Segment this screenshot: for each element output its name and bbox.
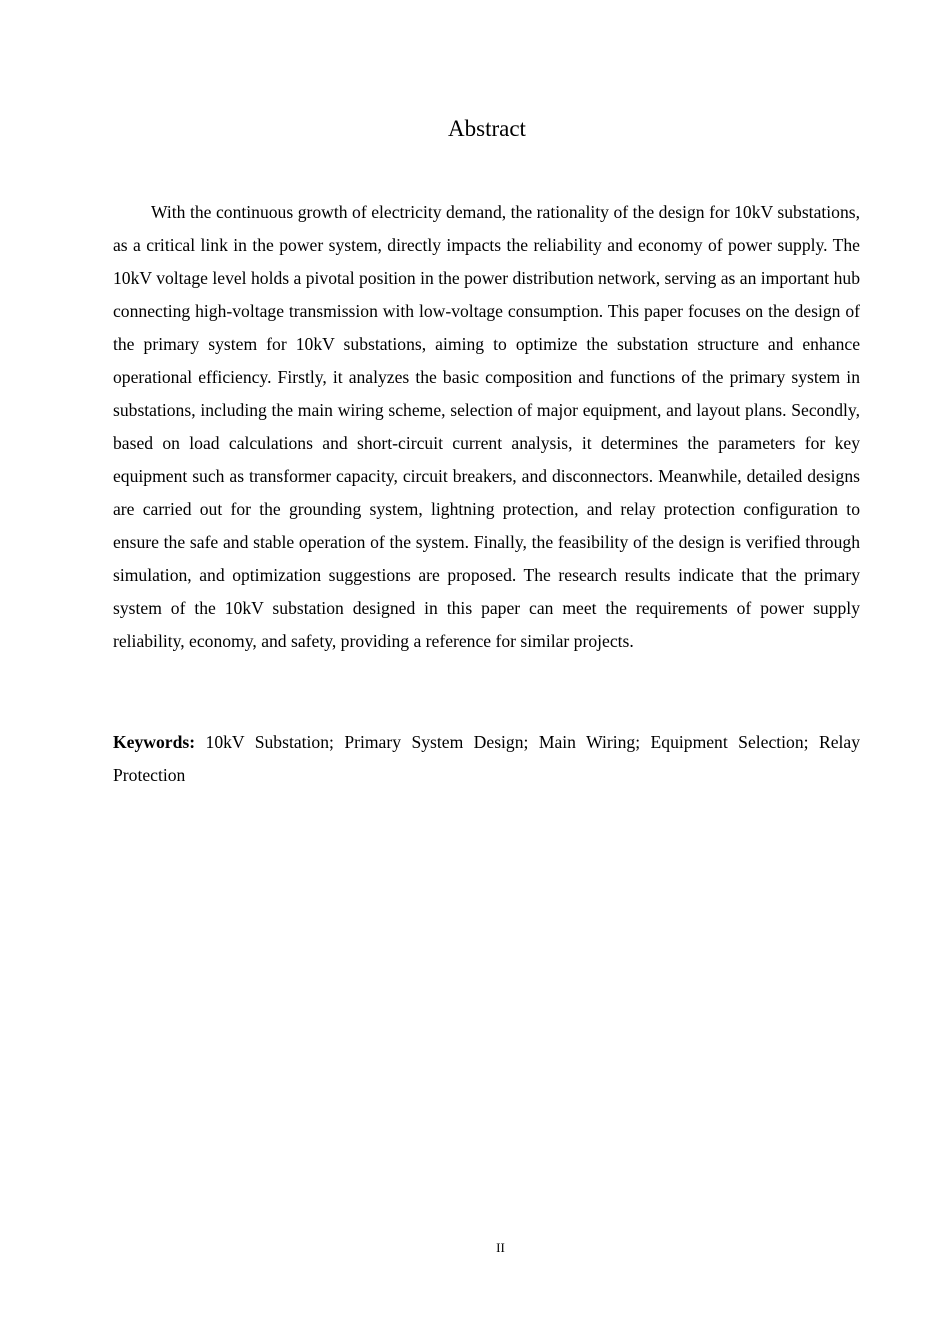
- abstract-paragraph: With the continuous growth of electricity demand, the rationality of the design for 10kV substations, as a critical link in the power system, directly impacts the reliability and economy of power supply. The 10kV voltage level holds a pivotal position in the power distribution network, serving as an important hub connecting high-voltage transmission with low-voltage consumption. This paper focuses on the design of the primary system for 10kV substations, aiming to optimize the substation structure and enhance operational efficiency. Firstly, it analyzes the basic composition and functions of the primary system in substations, including the main wiring scheme, selection of major equipment, and layout plans. Secondly, based on load calculations and short-circuit current analysis, it determines the parameters for key equipment such as transformer capacity, circuit breakers, and disconnectors. Meanwhile, detailed designs are carried out for the grounding system, lightning protection, and relay protection configuration to ensure the safe and stable operation of the system. Finally, the feasibility of the design is verified through simulation, and optimization suggestions are proposed. The research results indicate that the primary system of the 10kV substation designed in this paper can meet the requirements of power supply reliability, economy, and safety, providing a reference for similar projects.: [113, 202, 860, 651]
- abstract-title: Abstract: [448, 116, 526, 141]
- page-number: II: [496, 1240, 505, 1255]
- keywords-line: [113, 726, 860, 792]
- keywords-label: Keywords:: [113, 732, 196, 752]
- keywords-text: 10kV Substation; Primary System Design; Main Wiring; Equipment Selection; Relay Protection: [113, 732, 860, 785]
